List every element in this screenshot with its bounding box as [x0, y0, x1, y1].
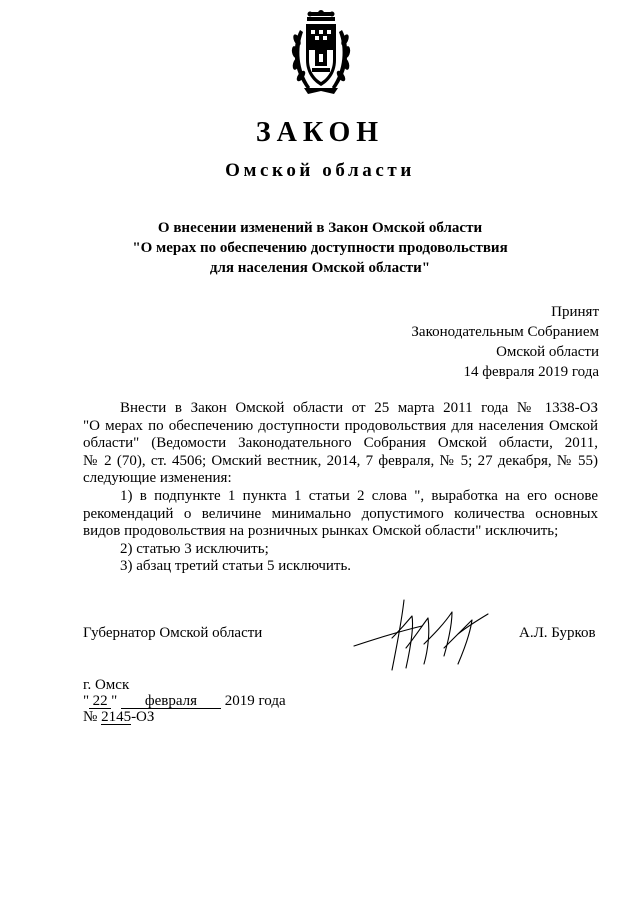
- quote-open: ": [83, 693, 90, 709]
- amendment-item-2: 2) статью 3 исключить;: [120, 540, 269, 557]
- amendment-item-1-line: видов продовольствия на розничных рынках Омской области" исключить;: [83, 523, 559, 540]
- law-number-value: 2145: [101, 709, 132, 725]
- law-body: [83, 400, 598, 576]
- governor-name: А.Л. Бурков: [519, 625, 596, 641]
- document-subject: [0, 218, 640, 278]
- signing-city: г. Омск: [83, 677, 130, 693]
- quote-close: ": [111, 693, 118, 709]
- body-line: № 2 (70), ст. 4506; Омский вестник, 2014, 7 февраля, № 5; 27 декабря, № 55): [83, 452, 598, 469]
- adoption-block: [411, 302, 599, 382]
- amendment-item-1-line: 1) в подпункте 1 пункта 1 статьи 2 слова ", выработка на его основе: [120, 487, 598, 504]
- adoption-line: Принят: [551, 304, 599, 320]
- handwritten-signature: [352, 598, 502, 678]
- body-line: "О мерах по обеспечению доступности продовольствия для населения Омской: [83, 417, 598, 434]
- subject-line: для населения Омской области": [209, 260, 431, 276]
- signing-day: 22: [89, 694, 111, 709]
- law-number: [83, 709, 154, 727]
- document-region-subtitle: Омской области: [225, 160, 415, 181]
- adoption-date: 14 февраля 2019 года: [463, 364, 599, 380]
- body-line: Внести в Закон Омской области от 25 марта 2011 года № 1338-ОЗ: [120, 400, 598, 416]
- subject-line: О внесении изменений в Закон Омской области: [157, 220, 483, 236]
- body-line: следующие изменения:: [83, 470, 232, 487]
- amendment-item-3: 3) абзац третий статьи 5 исключить.: [120, 558, 352, 575]
- document-type-title: ЗАКОН: [255, 117, 385, 148]
- law-number-suffix: -ОЗ: [131, 709, 155, 725]
- amendment-item-1-line: рекомендаций о величине минимально допустимого количества основных: [83, 505, 598, 522]
- governor-title: Губернатор Омской области: [83, 625, 263, 641]
- coat-of-arms-emblem: [290, 10, 352, 96]
- number-sign: №: [83, 709, 98, 725]
- adoption-line: Законодательным Собранием: [411, 324, 599, 340]
- subject-line: "О мерах по обеспечению доступности продовольствия: [132, 240, 508, 256]
- body-line: области" (Ведомости Законодательного Собрания Омской области, 2011,: [83, 435, 598, 452]
- signing-month: февраля: [121, 694, 221, 709]
- signing-year: 2019 года: [224, 693, 286, 709]
- adoption-line: Омской области: [496, 344, 599, 360]
